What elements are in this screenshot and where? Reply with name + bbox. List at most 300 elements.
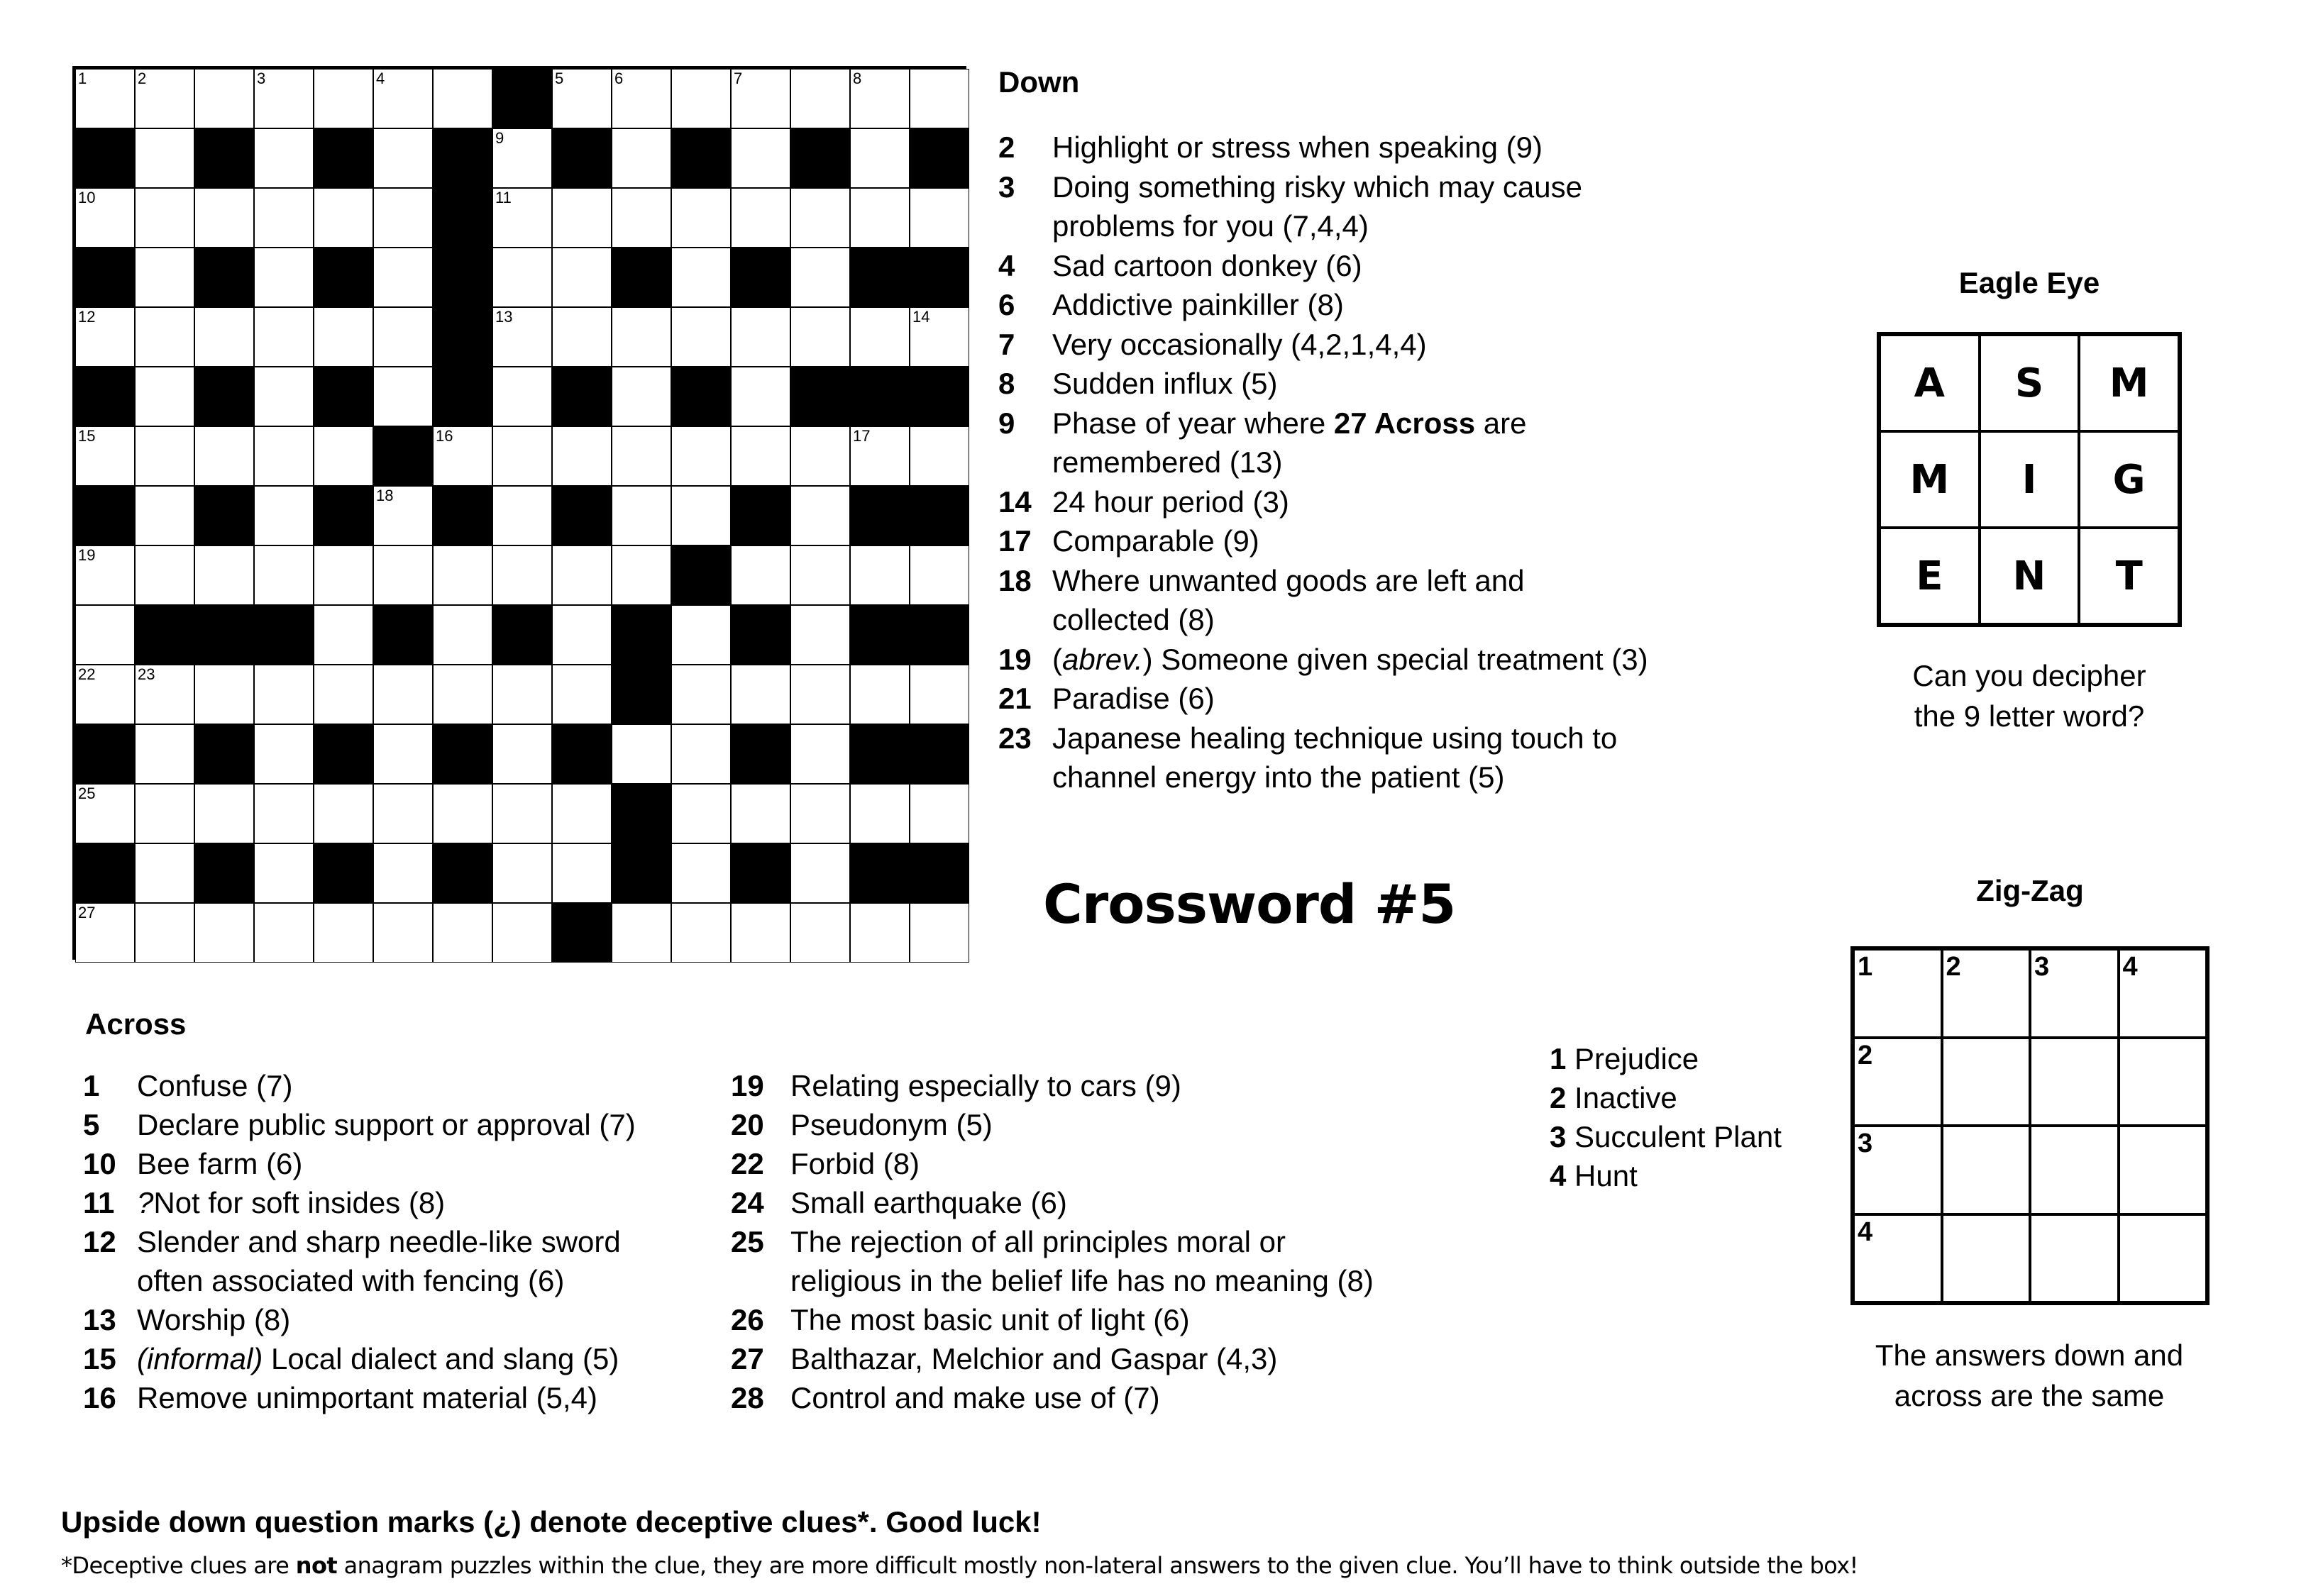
clue-item-number: 23 xyxy=(998,721,1032,755)
clue-item-text: Addictive painkiller (8) xyxy=(1052,288,1344,321)
grid-cell[interactable] xyxy=(492,665,552,724)
clue-item-number: 9 xyxy=(998,406,1015,440)
grid-block xyxy=(731,605,790,665)
grid-cell[interactable] xyxy=(612,426,671,486)
clue-item xyxy=(731,1300,1190,1339)
grid-cell[interactable] xyxy=(790,665,850,724)
grid-block xyxy=(910,248,969,307)
grid-cell[interactable] xyxy=(373,665,433,724)
grid-cell[interactable] xyxy=(790,903,850,963)
eagle-eye-letter: N xyxy=(1980,528,2080,624)
grid-cell[interactable] xyxy=(75,307,135,367)
grid-cell[interactable] xyxy=(194,426,254,486)
clue-item xyxy=(731,1105,993,1144)
zig-zag-caption-line-1: The answers down and xyxy=(1875,1339,2184,1372)
grid-block xyxy=(850,248,910,307)
grid-cell[interactable] xyxy=(910,903,969,963)
zig-zag-clue-number: 2 xyxy=(1550,1081,1567,1114)
grid-cell[interactable] xyxy=(373,128,433,188)
zig-zag-heading: Zig-Zag xyxy=(1976,874,2084,907)
grid-cell[interactable] xyxy=(314,903,373,963)
grid-cell[interactable] xyxy=(135,248,194,307)
grid-cell[interactable] xyxy=(254,724,314,784)
eagle-eye-letter: A xyxy=(1880,335,1980,431)
footer-note-suffix: anagram puzzles within the clue, they are more difficult mostly non-lateral answers to the given clue. You’ll have to think outside the box! xyxy=(337,1552,1858,1579)
clue-item-number: 1 xyxy=(83,1069,100,1102)
clue-item-number: 12 xyxy=(83,1225,116,1258)
grid-cell[interactable] xyxy=(731,426,790,486)
clue-number: 17 xyxy=(853,427,871,445)
grid-cell[interactable] xyxy=(671,605,731,665)
grid-cell[interactable] xyxy=(552,665,612,724)
grid-cell[interactable] xyxy=(790,605,850,665)
grid-cell[interactable] xyxy=(552,248,612,307)
grid-cell[interactable] xyxy=(850,665,910,724)
grid-cell[interactable] xyxy=(314,784,373,843)
clue-item-text: ?Not for soft insides (8) xyxy=(137,1186,446,1219)
grid-block xyxy=(552,724,612,784)
grid-block xyxy=(75,724,135,784)
zig-zag-cell-number: 3 xyxy=(2034,952,2050,982)
grid-cell[interactable] xyxy=(194,903,254,963)
grid-cell[interactable] xyxy=(373,545,433,605)
grid-cell[interactable] xyxy=(254,545,314,605)
clue-item-number: 27 xyxy=(731,1342,764,1375)
zig-zag-cell-number: 3 xyxy=(1858,1129,1873,1158)
grid-cell[interactable] xyxy=(254,784,314,843)
grid-cell[interactable] xyxy=(433,69,492,128)
zig-zag-cell[interactable] xyxy=(2119,949,2207,1038)
grid-cell[interactable] xyxy=(731,69,790,128)
grid-cell[interactable] xyxy=(135,843,194,903)
clue-item-number: 11 xyxy=(83,1186,115,1219)
grid-cell[interactable] xyxy=(552,545,612,605)
grid-block xyxy=(910,128,969,188)
clue-item-text: religious in the belief life has no meaning (8) xyxy=(790,1264,1374,1297)
grid-cell[interactable] xyxy=(254,665,314,724)
grid-block xyxy=(552,486,612,545)
zig-zag-cell[interactable] xyxy=(2119,1126,2207,1214)
grid-cell[interactable] xyxy=(850,307,910,367)
grid-cell[interactable] xyxy=(850,784,910,843)
grid-cell[interactable] xyxy=(910,784,969,843)
grid-cell[interactable] xyxy=(433,903,492,963)
grid-cell[interactable] xyxy=(433,545,492,605)
zig-zag-clue-number: 1 xyxy=(1550,1042,1567,1075)
grid-cell[interactable] xyxy=(790,843,850,903)
grid-cell[interactable] xyxy=(75,903,135,963)
zig-zag-cell[interactable] xyxy=(1942,1038,2031,1126)
grid-cell[interactable] xyxy=(135,545,194,605)
across-heading: Across xyxy=(85,1007,187,1041)
grid-cell[interactable] xyxy=(790,307,850,367)
grid-cell[interactable] xyxy=(75,784,135,843)
grid-cell[interactable] xyxy=(910,69,969,128)
clue-item-text: collected (8) xyxy=(1052,603,1215,636)
grid-block xyxy=(612,248,671,307)
grid-cell[interactable] xyxy=(135,367,194,426)
grid-cell[interactable] xyxy=(910,426,969,486)
zig-zag-cell-number: 4 xyxy=(2122,952,2138,982)
clue-item-number: 3 xyxy=(998,170,1015,204)
grid-cell[interactable] xyxy=(373,903,433,963)
grid-cell[interactable] xyxy=(433,426,492,486)
grid-cell[interactable] xyxy=(731,307,790,367)
grid-cell[interactable] xyxy=(552,843,612,903)
eagle-eye-letter: I xyxy=(1980,431,2080,528)
grid-cell[interactable] xyxy=(254,426,314,486)
grid-cell[interactable] xyxy=(314,188,373,248)
clue-item xyxy=(998,679,1215,719)
clue-item-number: 21 xyxy=(998,682,1032,715)
grid-cell[interactable] xyxy=(910,188,969,248)
zig-zag-cell[interactable] xyxy=(1853,1214,1942,1303)
grid-cell[interactable] xyxy=(612,367,671,426)
grid-cell[interactable] xyxy=(254,128,314,188)
grid-cell[interactable] xyxy=(790,248,850,307)
zig-zag-cell-number: 1 xyxy=(1858,952,1873,982)
grid-cell[interactable] xyxy=(671,784,731,843)
grid-cell[interactable] xyxy=(314,665,373,724)
grid-cell[interactable] xyxy=(254,367,314,426)
grid-block xyxy=(850,843,910,903)
clue-item xyxy=(998,128,1543,167)
grid-block xyxy=(671,128,731,188)
grid-block xyxy=(612,605,671,665)
grid-cell[interactable] xyxy=(671,426,731,486)
grid-block xyxy=(731,724,790,784)
grid-cell[interactable] xyxy=(671,188,731,248)
crossword-grid xyxy=(72,66,966,960)
grid-cell[interactable] xyxy=(314,426,373,486)
clue-item-number: 5 xyxy=(83,1108,100,1141)
grid-cell[interactable] xyxy=(552,307,612,367)
grid-cell[interactable] xyxy=(731,665,790,724)
grid-block xyxy=(671,545,731,605)
grid-cell[interactable] xyxy=(731,784,790,843)
grid-block xyxy=(314,843,373,903)
grid-cell[interactable] xyxy=(790,486,850,545)
grid-cell[interactable] xyxy=(75,188,135,248)
clue-item-number: 19 xyxy=(998,642,1032,676)
clue-item xyxy=(731,1066,1181,1105)
clue-number: 15 xyxy=(78,427,96,445)
grid-cell[interactable] xyxy=(731,367,790,426)
clue-item xyxy=(83,1105,636,1144)
clue-item-number: 16 xyxy=(83,1381,116,1414)
grid-block xyxy=(75,128,135,188)
clue-number: 25 xyxy=(78,785,96,802)
zig-zag-cell[interactable] xyxy=(2119,1038,2207,1126)
clue-item-text: Sad cartoon donkey (6) xyxy=(1052,248,1362,282)
grid-cell[interactable] xyxy=(790,188,850,248)
zig-zag-clue-list xyxy=(1550,1039,1782,1195)
zig-zag-clue xyxy=(1550,1117,1782,1156)
grid-cell[interactable] xyxy=(135,903,194,963)
grid-cell[interactable] xyxy=(135,784,194,843)
grid-cell[interactable] xyxy=(671,69,731,128)
grid-cell[interactable] xyxy=(790,724,850,784)
clue-item-text: (abrev.) Someone given special treatment (3) xyxy=(1052,642,1648,676)
clue-item-text: The most basic unit of light (6) xyxy=(790,1303,1190,1336)
grid-cell[interactable] xyxy=(731,545,790,605)
grid-cell[interactable] xyxy=(254,486,314,545)
zig-zag-cell-number: 2 xyxy=(1858,1040,1873,1070)
clue-item-text: Small earthquake (6) xyxy=(790,1186,1067,1219)
grid-cell[interactable] xyxy=(314,545,373,605)
zig-zag-cell[interactable] xyxy=(2030,1038,2119,1126)
grid-cell[interactable] xyxy=(671,486,731,545)
eagle-eye-letter: T xyxy=(2079,528,2179,624)
grid-cell[interactable] xyxy=(910,665,969,724)
grid-cell[interactable] xyxy=(552,605,612,665)
grid-cell[interactable] xyxy=(135,188,194,248)
grid-cell[interactable] xyxy=(850,426,910,486)
grid-cell[interactable] xyxy=(612,307,671,367)
eagle-eye-grid xyxy=(1877,332,2182,627)
grid-cell[interactable] xyxy=(731,188,790,248)
grid-block xyxy=(910,605,969,665)
clue-item-text: Worship (8) xyxy=(137,1303,291,1336)
grid-block xyxy=(194,843,254,903)
clue-item xyxy=(998,246,1362,286)
clue-item-number: 7 xyxy=(998,327,1015,361)
grid-block xyxy=(75,843,135,903)
grid-block xyxy=(314,724,373,784)
grid-block xyxy=(433,188,492,248)
grid-block xyxy=(612,843,671,903)
grid-cell[interactable] xyxy=(790,545,850,605)
grid-block xyxy=(194,248,254,307)
clue-item-text: often associated with fencing (6) xyxy=(137,1264,565,1297)
zig-zag-grid xyxy=(1850,946,2210,1305)
grid-cell[interactable] xyxy=(671,903,731,963)
clue-item xyxy=(83,1222,621,1300)
grid-cell[interactable] xyxy=(492,188,552,248)
grid-cell[interactable] xyxy=(910,545,969,605)
grid-cell[interactable] xyxy=(492,367,552,426)
grid-cell[interactable] xyxy=(373,784,433,843)
grid-block xyxy=(910,486,969,545)
clue-item xyxy=(998,719,1617,797)
grid-cell[interactable] xyxy=(194,665,254,724)
page-title: Crossword #5 xyxy=(1043,872,1456,936)
eagle-eye-letter: S xyxy=(1980,335,2080,431)
grid-cell[interactable] xyxy=(671,843,731,903)
zig-zag-cell[interactable] xyxy=(2119,1214,2207,1303)
clue-item-text: Japanese healing technique using touch to xyxy=(1052,721,1618,755)
grid-cell[interactable] xyxy=(433,665,492,724)
zig-zag-cell[interactable] xyxy=(2030,1214,2119,1303)
grid-cell[interactable] xyxy=(492,486,552,545)
grid-cell[interactable] xyxy=(790,426,850,486)
grid-cell[interactable] xyxy=(612,128,671,188)
clue-item-number: 25 xyxy=(731,1225,764,1258)
clue-item xyxy=(731,1339,1277,1378)
grid-cell[interactable] xyxy=(612,903,671,963)
grid-cell[interactable] xyxy=(492,724,552,784)
grid-cell[interactable] xyxy=(552,69,612,128)
grid-cell[interactable] xyxy=(194,69,254,128)
clue-number: 19 xyxy=(78,546,96,564)
grid-cell[interactable] xyxy=(492,128,552,188)
clue-number: 10 xyxy=(78,189,96,206)
clue-item xyxy=(998,285,1344,325)
grid-cell[interactable] xyxy=(75,69,135,128)
grid-block xyxy=(850,367,910,426)
clue-item-text: Paradise (6) xyxy=(1052,682,1215,715)
grid-block xyxy=(731,486,790,545)
grid-cell[interactable] xyxy=(910,307,969,367)
grid-cell[interactable] xyxy=(492,248,552,307)
zig-zag-cell[interactable] xyxy=(2030,949,2119,1038)
clue-item-text: Very occasionally (4,2,1,4,4) xyxy=(1052,327,1427,361)
clue-item-number: 19 xyxy=(731,1069,764,1102)
zig-zag-clue-text: Prejudice xyxy=(1574,1042,1699,1075)
zig-zag-clue-text: Succulent Plant xyxy=(1574,1120,1782,1153)
zig-zag-clue xyxy=(1550,1039,1782,1078)
grid-cell[interactable] xyxy=(75,426,135,486)
grid-cell[interactable] xyxy=(373,367,433,426)
grid-cell[interactable] xyxy=(612,188,671,248)
clue-item-text: (informal) Local dialect and slang (5) xyxy=(137,1342,619,1375)
grid-cell[interactable] xyxy=(612,69,671,128)
grid-cell[interactable] xyxy=(492,903,552,963)
grid-cell[interactable] xyxy=(433,605,492,665)
clue-number: 22 xyxy=(78,665,96,683)
grid-cell[interactable] xyxy=(492,784,552,843)
grid-block xyxy=(194,367,254,426)
clue-item xyxy=(83,1183,445,1222)
clue-number: 27 xyxy=(78,904,96,921)
clue-number: 6 xyxy=(614,70,624,87)
eagle-eye-caption-line-2: the 9 letter word? xyxy=(1914,699,2145,733)
grid-cell[interactable] xyxy=(731,128,790,188)
grid-cell[interactable] xyxy=(373,188,433,248)
grid-cell[interactable] xyxy=(194,545,254,605)
grid-cell[interactable] xyxy=(790,69,850,128)
grid-cell[interactable] xyxy=(373,486,433,545)
grid-cell[interactable] xyxy=(194,784,254,843)
grid-cell[interactable] xyxy=(552,188,612,248)
clue-item xyxy=(83,1300,290,1339)
grid-block xyxy=(314,128,373,188)
grid-cell[interactable] xyxy=(254,188,314,248)
zig-zag-cell[interactable] xyxy=(2030,1126,2119,1214)
grid-cell[interactable] xyxy=(850,903,910,963)
grid-cell[interactable] xyxy=(135,665,194,724)
zig-zag-cell[interactable] xyxy=(1942,949,2031,1038)
clue-number: 7 xyxy=(734,70,743,87)
grid-cell[interactable] xyxy=(314,605,373,665)
grid-cell[interactable] xyxy=(731,903,790,963)
grid-cell[interactable] xyxy=(850,188,910,248)
grid-cell[interactable] xyxy=(671,248,731,307)
grid-cell[interactable] xyxy=(492,545,552,605)
grid-cell[interactable] xyxy=(373,248,433,307)
grid-cell[interactable] xyxy=(850,69,910,128)
grid-cell[interactable] xyxy=(135,426,194,486)
zig-zag-cell[interactable] xyxy=(1853,1038,1942,1126)
clue-item-text: remembered (13) xyxy=(1052,445,1283,479)
grid-cell[interactable] xyxy=(671,665,731,724)
clue-number: 5 xyxy=(555,70,564,87)
grid-cell[interactable] xyxy=(850,128,910,188)
grid-cell[interactable] xyxy=(373,307,433,367)
down-heading: Down xyxy=(998,65,1080,99)
grid-block xyxy=(314,248,373,307)
grid-block xyxy=(314,486,373,545)
grid-cell[interactable] xyxy=(373,843,433,903)
grid-cell[interactable] xyxy=(194,307,254,367)
grid-cell[interactable] xyxy=(850,545,910,605)
grid-cell[interactable] xyxy=(75,665,135,724)
clue-item-text: Control and make use of (7) xyxy=(790,1381,1160,1414)
grid-cell[interactable] xyxy=(492,307,552,367)
grid-block xyxy=(314,367,373,426)
grid-cell[interactable] xyxy=(135,486,194,545)
grid-cell[interactable] xyxy=(135,307,194,367)
grid-block xyxy=(433,486,492,545)
grid-cell[interactable] xyxy=(552,426,612,486)
grid-block xyxy=(194,605,254,665)
grid-cell[interactable] xyxy=(254,69,314,128)
eagle-eye-letter: G xyxy=(2079,431,2179,528)
clue-number: 9 xyxy=(495,129,504,147)
grid-cell[interactable] xyxy=(492,426,552,486)
grid-cell[interactable] xyxy=(492,843,552,903)
grid-cell[interactable] xyxy=(314,307,373,367)
clue-item-number: 13 xyxy=(83,1303,116,1336)
grid-cell[interactable] xyxy=(254,248,314,307)
grid-cell[interactable] xyxy=(75,605,135,665)
grid-cell[interactable] xyxy=(373,69,433,128)
grid-cell[interactable] xyxy=(552,784,612,843)
clue-item xyxy=(731,1183,1067,1222)
grid-cell[interactable] xyxy=(254,843,314,903)
zig-zag-cell[interactable] xyxy=(1853,949,1942,1038)
grid-cell[interactable] xyxy=(612,724,671,784)
grid-cell[interactable] xyxy=(433,784,492,843)
grid-cell[interactable] xyxy=(254,903,314,963)
clue-item-text: Where unwanted goods are left and xyxy=(1052,563,1525,597)
footer-note-bold: not xyxy=(295,1552,338,1579)
clue-number: 14 xyxy=(912,308,930,326)
grid-cell[interactable] xyxy=(75,545,135,605)
grid-cell[interactable] xyxy=(254,307,314,367)
grid-cell[interactable] xyxy=(612,545,671,605)
grid-cell[interactable] xyxy=(314,69,373,128)
zig-zag-cell[interactable] xyxy=(1942,1214,2031,1303)
grid-block xyxy=(552,128,612,188)
zig-zag-cell[interactable] xyxy=(1942,1126,2031,1214)
clue-number: 18 xyxy=(376,487,394,504)
grid-cell[interactable] xyxy=(671,307,731,367)
grid-cell[interactable] xyxy=(135,724,194,784)
grid-cell[interactable] xyxy=(612,486,671,545)
grid-block xyxy=(492,605,552,665)
grid-cell[interactable] xyxy=(194,188,254,248)
grid-block xyxy=(910,843,969,903)
grid-cell[interactable] xyxy=(373,724,433,784)
grid-cell[interactable] xyxy=(671,724,731,784)
grid-block xyxy=(731,843,790,903)
grid-cell[interactable] xyxy=(135,69,194,128)
grid-cell[interactable] xyxy=(135,128,194,188)
zig-zag-cell[interactable] xyxy=(1853,1126,1942,1214)
clue-item-number: 17 xyxy=(998,524,1032,558)
grid-cell[interactable] xyxy=(790,784,850,843)
